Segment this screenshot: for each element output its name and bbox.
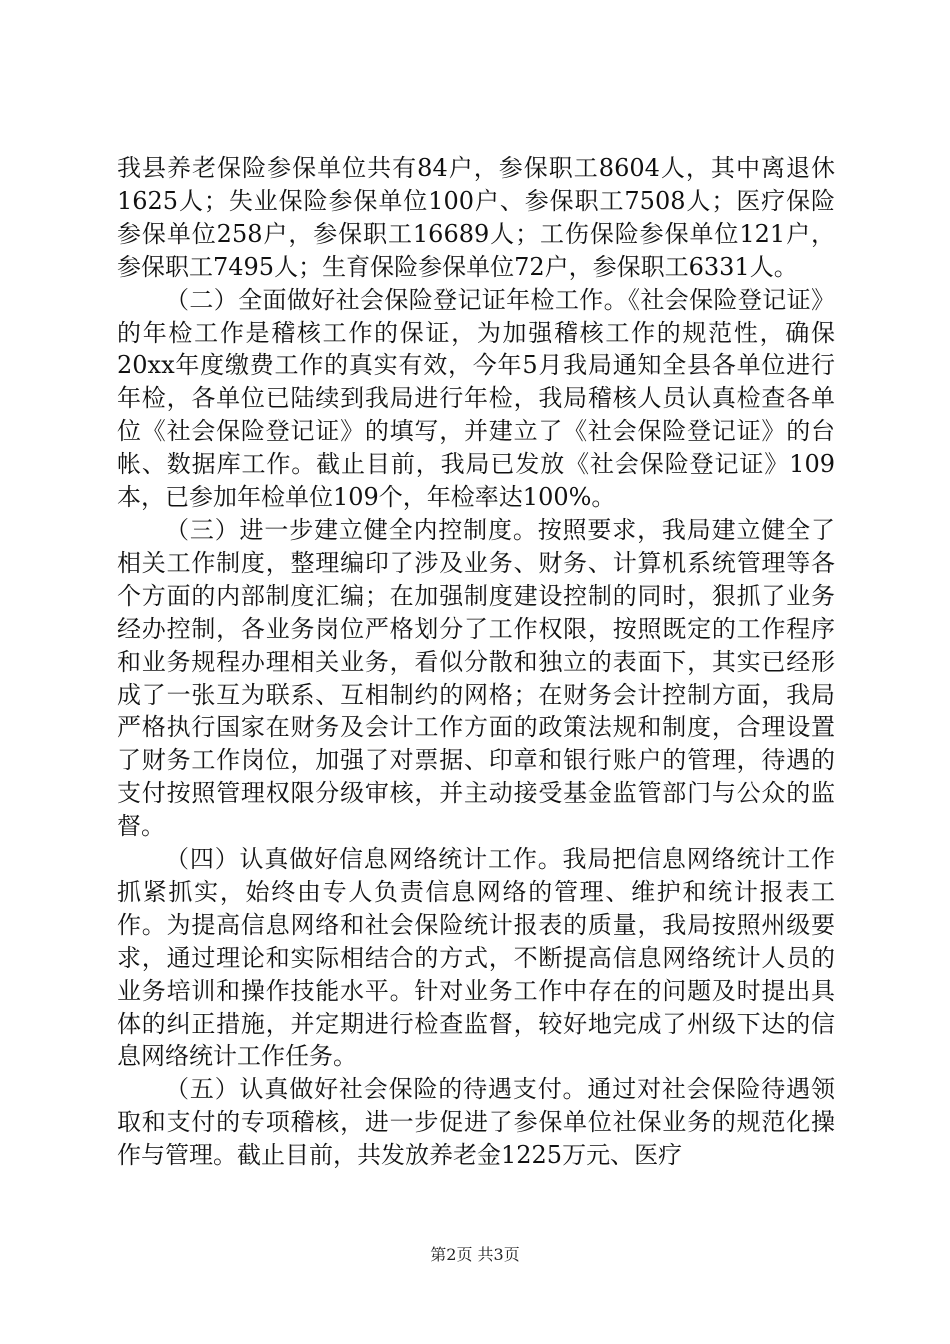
paragraph-section-two: （二）全面做好社会保险登记证年检工作。《社会保险登记证》的年检工作是稽核工作的保证，为加强稽核工作的规范性，确保20xx年度缴费工作的真实有效，今年5月我局通知全县各单位进行年检，各单位已陆续到我局进行年检，我局稽核人员认真检查各单位《社会保险登记证》的填写，并建立了《社会保险登记证》的台帐、数据库工作。截止目前，我局已发放《社会保险登记证》109本，已参加年检单位109个，年检率达100%。: [117, 285, 835, 512]
paragraph-section-five: （五）认真做好社会保险的待遇支付。通过对社会保险待遇领取和支付的专项稽核，进一步促进了参保单位社保业务的规范化操作与管理。截止目前，共发放养老金1225万元、医疗: [117, 1075, 835, 1170]
page-number-footer: 第2页 共3页: [430, 1245, 520, 1264]
paragraph-continuation: 我县养老保险参保单位共有84户，参保职工8604人，其中离退休1625人；失业保险参保单位100户、参保职工7508人；医疗保险参保单位258户，参保职工16689人；工伤保险参保单位121户，参保职工7495人；生育保险参保单位72户，参保职工6331人。: [117, 154, 835, 281]
paragraph-section-three: （三）进一步建立健全内控制度。按照要求，我局建立健全了相关工作制度，整理编印了涉及业务、财务、计算机系统管理等各个方面的内部制度汇编；在加强制度建设控制的同时，狠抓了业务经办控制，各业务岗位严格划分了工作权限，按照既定的工作程序和业务规程办理相关业务，看似分散和独立的表面下，其实已经形成了一张互为联系、互相制约的网格；在财务会计控制方面，我局严格执行国家在财务及会计工作方面的政策法规和制度，合理设置了财务工作岗位，加强了对票据、印章和银行账户的管理，待遇的支付按照管理权限分级审核，并主动接受基金监管部门与公众的监督。: [117, 515, 835, 841]
paragraph-section-four: （四）认真做好信息网络统计工作。我局把信息网络统计工作抓紧抓实，始终由专人负责信息网络的管理、维护和统计报表工作。为提高信息网络和社会保险统计报表的质量，我局按照州级要求，通过理论和实际相结合的方式，不断提高信息网络统计人员的业务培训和操作技能水平。针对业务工作中存在的问题及时提出具体的纠正措施，并定期进行检查监督，较好地完成了州级下达的信息网络统计工作任务。: [117, 845, 835, 1071]
document-body: [117, 152, 835, 1172]
